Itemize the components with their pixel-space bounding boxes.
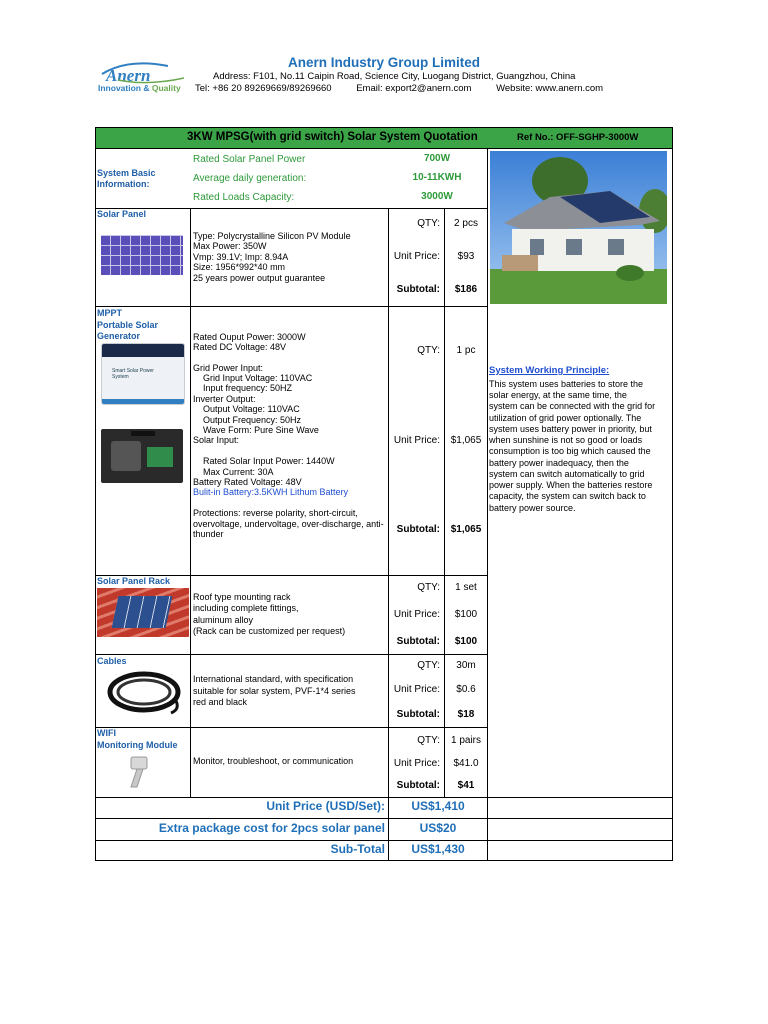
rack-subtotal-label: Subtotal: — [396, 636, 440, 647]
panel-spec-1: Type: Polycrystalline Silicon PV Module — [193, 231, 351, 241]
quote-title: 3KW MPSG(with grid switch) Solar System Quotation — [187, 131, 478, 143]
mppt-qty: 1 pc — [456, 345, 476, 356]
logo-tagline-a: Innovation & — [98, 83, 150, 93]
mppt-spec-2: Rated DC Voltage: 48V — [193, 342, 287, 352]
house-photo — [490, 151, 667, 304]
company-website: Website: www.anern.com — [496, 83, 604, 94]
rack-qty: 1 set — [455, 582, 477, 593]
panel-qty-label: QTY: — [417, 218, 440, 229]
rack-spec-1: Roof type mounting rack — [193, 592, 291, 602]
company-name: Anern Industry Group Limited — [287, 55, 480, 70]
principle-line-4: utilization of grid power optionally. The — [489, 413, 642, 423]
cables-image — [105, 669, 183, 715]
principle-line-12: battery power source. — [489, 503, 576, 513]
rack-spec-4: (Rack can be customized per request) — [193, 626, 346, 636]
cables-subtotal: $18 — [457, 709, 475, 720]
item-name-cables: Cables — [97, 656, 127, 666]
principle-line-1: This system uses batteries to store the — [489, 379, 644, 389]
mppt-spec-4: Grid Power Input: — [193, 363, 264, 373]
wifi-qty-label: QTY: — [417, 735, 440, 746]
quotation-table — [95, 127, 673, 861]
total-extra-package-value: US$20 — [419, 821, 457, 835]
panel-price: $93 — [457, 251, 475, 262]
mppt-subtotal: $1,065 — [450, 524, 482, 535]
principle-line-9: system can switch automatically to grid — [489, 469, 645, 479]
wifi-spec-1: Monitor, troubleshoot, or communication — [193, 756, 354, 766]
mppt-spec-15: Battery Rated Voltage: 48V — [193, 477, 302, 487]
basic-val-loads: 3000W — [421, 191, 453, 202]
logo-tagline-b: Quality — [151, 83, 181, 93]
panel-subtotal-label: Subtotal: — [396, 284, 440, 295]
basic-val-daily-gen: 10-11KWH — [412, 172, 462, 183]
mppt-protections-1: Protections: reverse polarity, short-circuit, — [193, 508, 358, 518]
total-unit-price-label: Unit Price (USD/Set): — [266, 799, 385, 813]
principle-line-5: system uses battery power in priority, but — [489, 424, 652, 434]
basic-val-panel-power: 700W — [423, 153, 451, 164]
mppt-protections-3: thunder — [193, 529, 224, 539]
item-name-mppt-1: MPPT — [97, 308, 123, 318]
panel-qty: 2 pcs — [454, 218, 478, 229]
mppt-spec-7: Inverter Output: — [193, 394, 256, 404]
principle-line-7: consumption is too big which caused the — [489, 446, 651, 456]
principle-line-3: system can be connected with the grid for — [489, 401, 656, 411]
rack-qty-label: QTY: — [417, 582, 440, 593]
cables-spec-3: red and black — [193, 697, 248, 707]
principle-line-6: when sunshine is not so good or loads — [489, 435, 643, 445]
wifi-subtotal-label: Subtotal: — [396, 780, 440, 791]
mppt-spec-10: Wave Form: Pure Sine Wave — [203, 425, 319, 435]
rack-price-label: Unit Price: — [393, 609, 440, 620]
basic-info-label-2: Information: — [97, 179, 150, 189]
cables-subtotal-label: Subtotal: — [396, 709, 440, 720]
generator-label: Smart Solar Power System — [112, 368, 154, 380]
rack-spec-3: aluminum alloy — [193, 615, 254, 625]
generator-image — [101, 343, 185, 405]
logo-wordmark: Anern — [106, 66, 151, 85]
item-name-wifi-1: WIFI — [97, 728, 116, 738]
basic-key-loads: Rated Loads Capacity: — [193, 192, 295, 203]
quote-ref: Ref No.: OFF-SGHP-3000W — [517, 132, 639, 143]
panel-spec-4: Size: 1956*992*40 mm — [193, 262, 286, 272]
rack-image — [97, 588, 189, 637]
mppt-spec-5: Grid Input Voltage: 110VAC — [203, 373, 313, 383]
basic-key-panel-power: Rated Solar Panel Power — [193, 154, 306, 165]
logo-tagline — [98, 83, 181, 93]
cables-spec-2: suitable for solar system, PVF-1*4 series — [193, 686, 356, 696]
subtotal-value: US$1,430 — [411, 842, 465, 856]
mppt-spec-9: Output Frequency: 50Hz — [203, 415, 302, 425]
wifi-price: $41.0 — [453, 758, 479, 769]
principle-line-10: power supply. When the batteries restore — [489, 480, 653, 490]
company-tel: Tel: +86 20 89269669/89269660 — [195, 83, 332, 94]
wifi-subtotal: $41 — [457, 780, 475, 791]
cables-qty: 30m — [456, 660, 476, 671]
rack-price: $100 — [454, 609, 478, 620]
subtotal-label: Sub-Total — [330, 842, 385, 856]
mppt-protections-2: overvoltage, undervoltage, over-discharge, anti- — [193, 519, 384, 529]
item-name-wifi-2: Monitoring Module — [97, 740, 178, 750]
total-unit-price-value: US$1,410 — [411, 799, 465, 813]
panel-spec-5: 25 years power output guarantee — [193, 273, 326, 283]
principle-line-8: battery power inadequacy, then the — [489, 458, 629, 468]
panel-subtotal: $186 — [454, 284, 478, 295]
cables-price-label: Unit Price: — [393, 684, 440, 695]
cables-price: $0.6 — [456, 684, 476, 695]
cables-spec-1: International standard, with specification — [193, 674, 354, 684]
mppt-qty-label: QTY: — [417, 345, 440, 356]
mppt-spec-1: Rated Ouput Power: 3000W — [193, 332, 306, 342]
basic-info-label-1: System Basic — [97, 168, 156, 178]
panel-price-label: Unit Price: — [393, 251, 440, 262]
basic-key-daily-gen: Average daily generation: — [193, 173, 307, 184]
mppt-subtotal-label: Subtotal: — [396, 524, 440, 535]
solar-panel-image — [101, 235, 183, 275]
company-contact — [195, 83, 603, 94]
rack-subtotal: $100 — [454, 636, 478, 647]
company-email: Email: export2@anern.com — [356, 83, 472, 94]
mppt-price-label: Unit Price: — [393, 435, 440, 446]
wifi-module-image — [121, 753, 161, 791]
principle-title: System Working Principle: — [489, 365, 610, 376]
mppt-battery: Bulit-in Battery:3.5KWH Lithum Battery — [193, 487, 349, 497]
cables-qty-label: QTY: — [417, 660, 440, 671]
wifi-qty: 1 pairs — [450, 735, 481, 746]
item-name-solar-panel: Solar Panel — [97, 209, 147, 219]
total-extra-package-label: Extra package cost for 2pcs solar panel — [158, 821, 385, 835]
panel-spec-3: Vmp: 39.1V; Imp: 8.94A — [193, 252, 289, 262]
item-name-rack: Solar Panel Rack — [97, 576, 171, 586]
mppt-spec-11: Solar Input: — [193, 435, 240, 445]
mppt-spec-13: Rated Solar Input Power: 1440W — [203, 456, 335, 466]
panel-spec-2: Max Power: 350W — [193, 241, 267, 251]
principle-line-11: capacity, the system can switch back to — [489, 491, 646, 501]
mppt-spec-14: Max Current: 30A — [203, 467, 274, 477]
mppt-price: $1,065 — [450, 435, 482, 446]
item-name-mppt-2: Portable Solar — [97, 320, 159, 330]
company-address: Address: F101, No.11 Caipin Road, Science City, Luogang District, Guangzhou, China — [213, 71, 576, 82]
rack-spec-2: including complete fittings, — [193, 603, 299, 613]
principle-line-2: solar energy, at the same time, the — [489, 390, 627, 400]
mppt-spec-6: Input frequency: 50HZ — [203, 383, 293, 393]
item-name-mppt-3: Generator — [97, 331, 141, 341]
generator-open-image — [101, 429, 183, 483]
mppt-spec-8: Output Voltage: 110VAC — [203, 404, 300, 414]
wifi-price-label: Unit Price: — [393, 758, 440, 769]
